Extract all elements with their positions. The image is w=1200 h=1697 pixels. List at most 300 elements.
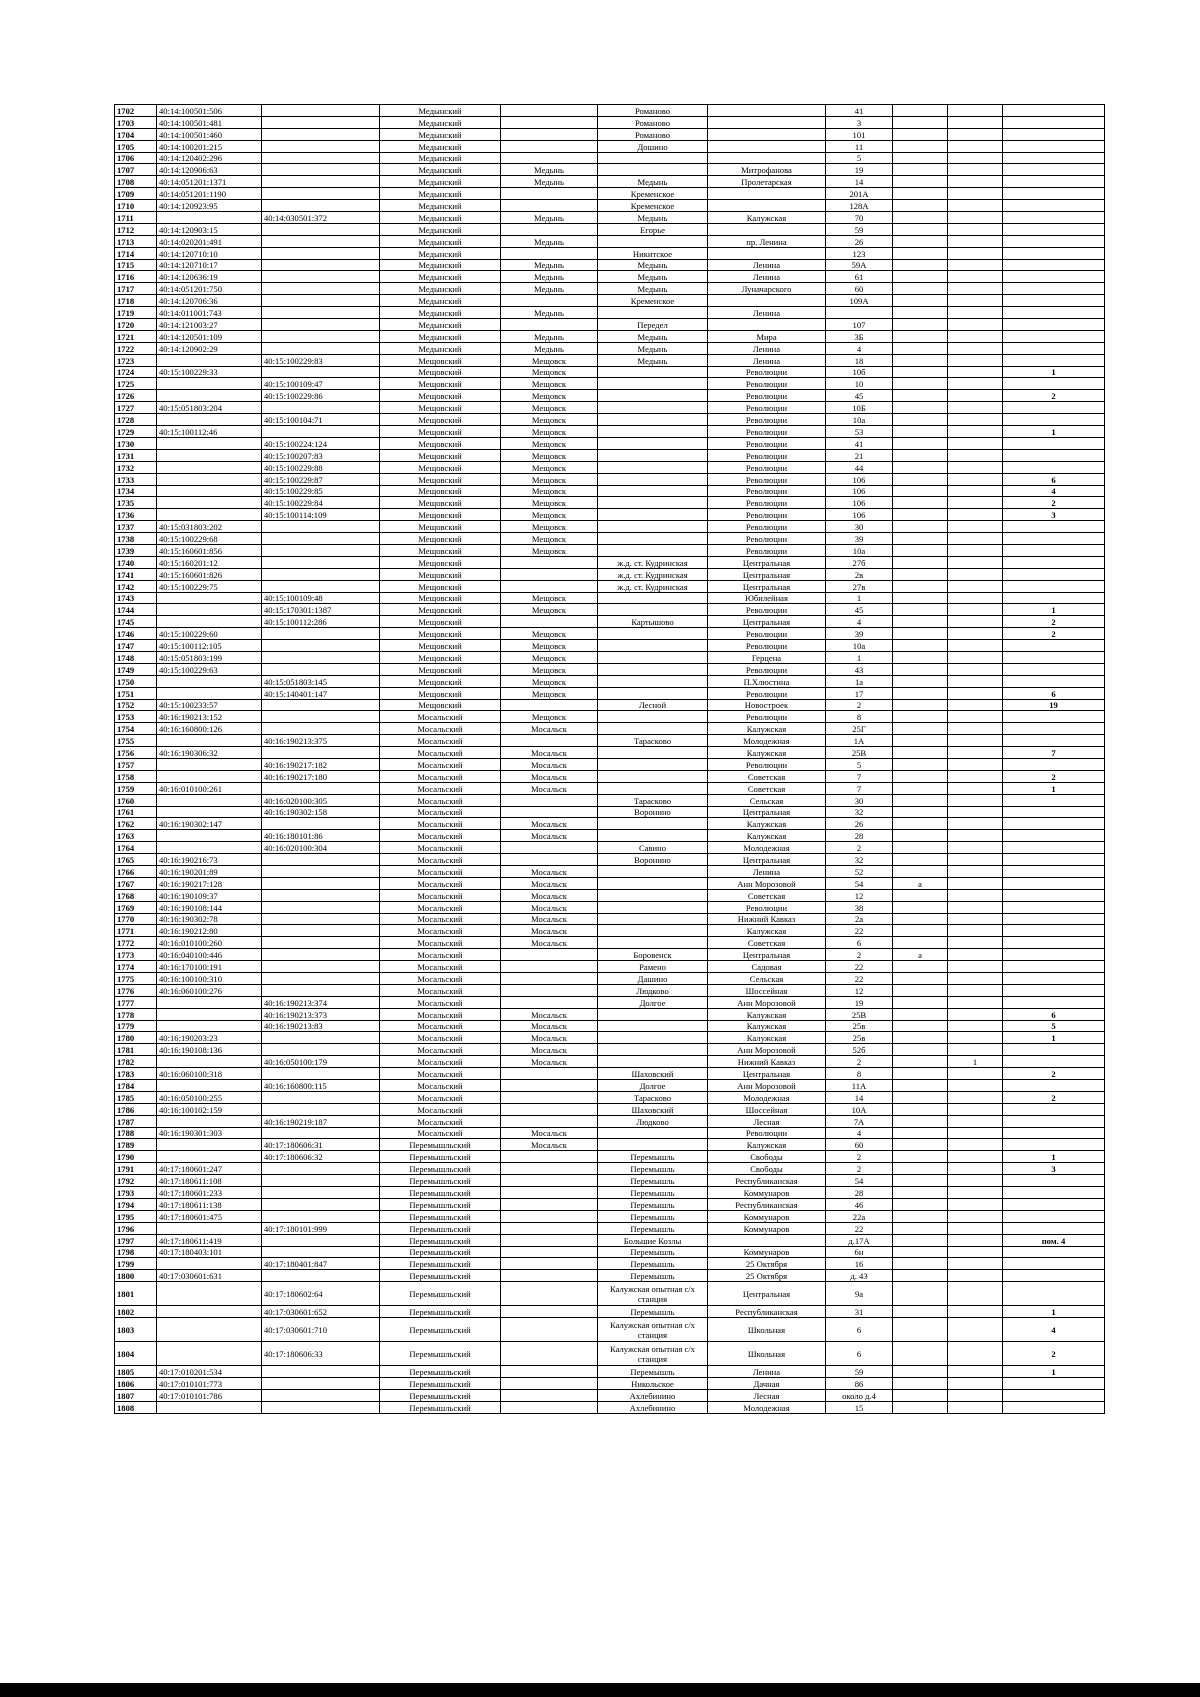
cadastral-number: 40:15:100233:57 bbox=[157, 699, 262, 711]
row-number: 1771 bbox=[115, 925, 157, 937]
cadastral-number bbox=[157, 354, 262, 366]
extra-col-1 bbox=[893, 105, 948, 117]
house-number: 46 bbox=[826, 1198, 893, 1210]
district-name: Медынский bbox=[380, 247, 501, 259]
street-name: Революции bbox=[708, 604, 826, 616]
row-number: 1802 bbox=[115, 1306, 157, 1318]
row-number: 1711 bbox=[115, 212, 157, 224]
extra-col-2 bbox=[948, 984, 1003, 996]
town-name: Мосальск bbox=[501, 901, 598, 913]
cadastral-number bbox=[157, 212, 262, 224]
district-name: Мосальский bbox=[380, 1008, 501, 1020]
district-name: Мещовский bbox=[380, 604, 501, 616]
settlement-name: Перемышль bbox=[598, 1175, 708, 1187]
town-name: Медынь bbox=[501, 164, 598, 176]
extra-col-1 bbox=[893, 1306, 948, 1318]
town-name: Мещовск bbox=[501, 675, 598, 687]
extra-col-2 bbox=[948, 747, 1003, 759]
street-name: Центральная bbox=[708, 580, 826, 592]
cadastral-number-alt: 40:16:190213:83 bbox=[262, 1020, 380, 1032]
settlement-name: Шаховский bbox=[598, 1103, 708, 1115]
cadastral-number-alt bbox=[262, 866, 380, 878]
table-row bbox=[115, 426, 1105, 438]
house-number bbox=[826, 307, 893, 319]
extra-col-2 bbox=[948, 973, 1003, 985]
district-name: Мещовский bbox=[380, 390, 501, 402]
table-row bbox=[115, 319, 1105, 331]
house-number: 128А bbox=[826, 200, 893, 212]
street-name: Революции bbox=[708, 449, 826, 461]
extra-col-1 bbox=[893, 1366, 948, 1378]
unit-count bbox=[1003, 449, 1105, 461]
settlement-name bbox=[598, 1032, 708, 1044]
cadastral-number-alt bbox=[262, 128, 380, 140]
district-name: Мещовский bbox=[380, 497, 501, 509]
town-name bbox=[501, 1080, 598, 1092]
district-name: Мосальский bbox=[380, 913, 501, 925]
town-name bbox=[501, 1222, 598, 1234]
district-name: Медынский bbox=[380, 319, 501, 331]
settlement-name bbox=[598, 937, 708, 949]
town-name bbox=[501, 1115, 598, 1127]
cadastral-number-alt bbox=[262, 521, 380, 533]
unit-count bbox=[1003, 461, 1105, 473]
cadastral-number: 40:15:100229:63 bbox=[157, 663, 262, 675]
table-row bbox=[115, 758, 1105, 770]
street-name bbox=[708, 223, 826, 235]
extra-col-2 bbox=[948, 271, 1003, 283]
street-name: Революции bbox=[708, 473, 826, 485]
extra-col-2 bbox=[948, 188, 1003, 200]
house-number: 28 bbox=[826, 1187, 893, 1199]
extra-col-1 bbox=[893, 1080, 948, 1092]
extra-col-2 bbox=[948, 259, 1003, 271]
cadastral-number: 40:15:100229:75 bbox=[157, 580, 262, 592]
extra-col-1 bbox=[893, 747, 948, 759]
unit-count: 2 bbox=[1003, 1068, 1105, 1080]
unit-count bbox=[1003, 1115, 1105, 1127]
row-number: 1755 bbox=[115, 735, 157, 747]
extra-col-2 bbox=[948, 1377, 1003, 1389]
table-row bbox=[115, 128, 1105, 140]
town-name bbox=[501, 1258, 598, 1270]
extra-col-1 bbox=[893, 711, 948, 723]
settlement-name: Перемышль bbox=[598, 1210, 708, 1222]
extra-col-2 bbox=[948, 1139, 1003, 1151]
table-row bbox=[115, 687, 1105, 699]
table-row bbox=[115, 485, 1105, 497]
table-row bbox=[115, 889, 1105, 901]
row-number: 1765 bbox=[115, 854, 157, 866]
settlement-name: Людково bbox=[598, 984, 708, 996]
town-name bbox=[501, 961, 598, 973]
settlement-name: Никольское bbox=[598, 1377, 708, 1389]
street-name: Революции bbox=[708, 402, 826, 414]
cadastral-number-alt bbox=[262, 342, 380, 354]
extra-col-2 bbox=[948, 1091, 1003, 1103]
table-row bbox=[115, 937, 1105, 949]
street-name: Центральная bbox=[708, 556, 826, 568]
town-name bbox=[501, 223, 598, 235]
table-row bbox=[115, 521, 1105, 533]
cadastral-number: 40:16:190212:80 bbox=[157, 925, 262, 937]
row-number: 1727 bbox=[115, 402, 157, 414]
extra-col-1 bbox=[893, 176, 948, 188]
cadastral-number bbox=[157, 1222, 262, 1234]
cadastral-number-alt: 40:16:190219:187 bbox=[262, 1115, 380, 1127]
extra-col-2 bbox=[948, 1234, 1003, 1246]
district-name: Перемышльский bbox=[380, 1198, 501, 1210]
cadastral-number-alt: 40:16:190217:180 bbox=[262, 770, 380, 782]
town-name bbox=[501, 295, 598, 307]
settlement-name: Лесной bbox=[598, 699, 708, 711]
district-name: Мещовский bbox=[380, 616, 501, 628]
table-row bbox=[115, 1342, 1105, 1366]
cadastral-number bbox=[157, 390, 262, 402]
extra-col-2: 1 bbox=[948, 1056, 1003, 1068]
cadastral-number bbox=[157, 842, 262, 854]
cadastral-number-alt bbox=[262, 1234, 380, 1246]
unit-count bbox=[1003, 116, 1105, 128]
extra-col-1 bbox=[893, 663, 948, 675]
row-number: 1769 bbox=[115, 901, 157, 913]
district-name: Мосальский bbox=[380, 984, 501, 996]
town-name bbox=[501, 1103, 598, 1115]
street-name: Революции bbox=[708, 687, 826, 699]
district-name: Медынский bbox=[380, 152, 501, 164]
town-name: Мещовск bbox=[501, 390, 598, 402]
cadastral-number bbox=[157, 806, 262, 818]
house-number: 18 bbox=[826, 354, 893, 366]
town-name bbox=[501, 188, 598, 200]
cadastral-number-alt: 40:15:100112:286 bbox=[262, 616, 380, 628]
cadastral-number-alt bbox=[262, 568, 380, 580]
extra-col-1 bbox=[893, 1127, 948, 1139]
town-name bbox=[501, 1163, 598, 1175]
cadastral-number bbox=[157, 675, 262, 687]
street-name: Сельская bbox=[708, 973, 826, 985]
house-number: 10а bbox=[826, 640, 893, 652]
district-name: Мосальский bbox=[380, 1091, 501, 1103]
unit-count bbox=[1003, 794, 1105, 806]
cadastral-number-alt bbox=[262, 1198, 380, 1210]
table-row bbox=[115, 1377, 1105, 1389]
row-number: 1756 bbox=[115, 747, 157, 759]
house-number: 45 bbox=[826, 604, 893, 616]
town-name: Мещовск bbox=[501, 640, 598, 652]
settlement-name: ж.д. ст. Кудринская bbox=[598, 556, 708, 568]
extra-col-1 bbox=[893, 925, 948, 937]
town-name: Мещовск bbox=[501, 366, 598, 378]
cadastral-number-alt bbox=[262, 1377, 380, 1389]
cadastral-number bbox=[157, 687, 262, 699]
row-number: 1782 bbox=[115, 1056, 157, 1068]
table-row bbox=[115, 437, 1105, 449]
house-number: 26 bbox=[826, 818, 893, 830]
cadastral-number bbox=[157, 794, 262, 806]
house-number: около д.4 bbox=[826, 1389, 893, 1401]
extra-col-2 bbox=[948, 544, 1003, 556]
cadastral-number-alt: 40:15:100229:83 bbox=[262, 354, 380, 366]
unit-count bbox=[1003, 259, 1105, 271]
settlement-name bbox=[598, 901, 708, 913]
row-number: 1716 bbox=[115, 271, 157, 283]
unit-count bbox=[1003, 1175, 1105, 1187]
table-row bbox=[115, 830, 1105, 842]
settlement-name: Передел bbox=[598, 319, 708, 331]
district-name: Мосальский bbox=[380, 1068, 501, 1080]
unit-count: 3 bbox=[1003, 509, 1105, 521]
unit-count: 1 bbox=[1003, 1306, 1105, 1318]
extra-col-1 bbox=[893, 1032, 948, 1044]
cadastral-number: 40:15:100112:46 bbox=[157, 426, 262, 438]
town-name bbox=[501, 1210, 598, 1222]
row-number: 1784 bbox=[115, 1080, 157, 1092]
table-row bbox=[115, 782, 1105, 794]
district-name: Медынский bbox=[380, 105, 501, 117]
unit-count bbox=[1003, 188, 1105, 200]
extra-col-1 bbox=[893, 1377, 948, 1389]
extra-col-2 bbox=[948, 1127, 1003, 1139]
table-row bbox=[115, 200, 1105, 212]
cadastral-number: 40:16:190201:89 bbox=[157, 866, 262, 878]
settlement-name: Долгое bbox=[598, 1080, 708, 1092]
table-row bbox=[115, 1389, 1105, 1401]
extra-col-1 bbox=[893, 271, 948, 283]
cadastral-number: 40:14:100501:506 bbox=[157, 105, 262, 117]
town-name: Мещовск bbox=[501, 473, 598, 485]
cadastral-number bbox=[157, 1342, 262, 1366]
house-number: 25В bbox=[826, 747, 893, 759]
row-number: 1794 bbox=[115, 1198, 157, 1210]
unit-count bbox=[1003, 1258, 1105, 1270]
extra-col-2 bbox=[948, 663, 1003, 675]
street-name: Лесная bbox=[708, 1115, 826, 1127]
cadastral-number-alt: 40:16:020100:304 bbox=[262, 842, 380, 854]
street-name: Революции bbox=[708, 378, 826, 390]
settlement-name bbox=[598, 390, 708, 402]
table-row bbox=[115, 1210, 1105, 1222]
table-row bbox=[115, 675, 1105, 687]
settlement-name: Медынь bbox=[598, 212, 708, 224]
house-number: 2 bbox=[826, 949, 893, 961]
extra-col-2 bbox=[948, 866, 1003, 878]
house-number: 201А bbox=[826, 188, 893, 200]
extra-col-1 bbox=[893, 402, 948, 414]
row-number: 1739 bbox=[115, 544, 157, 556]
row-number: 1704 bbox=[115, 128, 157, 140]
town-name: Мосальск bbox=[501, 782, 598, 794]
town-name bbox=[501, 128, 598, 140]
unit-count: 2 bbox=[1003, 628, 1105, 640]
cadastral-number-alt bbox=[262, 533, 380, 545]
cadastral-number-alt bbox=[262, 818, 380, 830]
row-number: 1732 bbox=[115, 461, 157, 473]
cadastral-number-alt: 40:16:180101:86 bbox=[262, 830, 380, 842]
house-number: 70 bbox=[826, 212, 893, 224]
street-name: Революции bbox=[708, 544, 826, 556]
town-name: Мосальск bbox=[501, 1020, 598, 1032]
street-name: Пролетарская bbox=[708, 176, 826, 188]
table-row bbox=[115, 271, 1105, 283]
town-name bbox=[501, 854, 598, 866]
house-number: 61 bbox=[826, 271, 893, 283]
street-name: Герцена bbox=[708, 651, 826, 663]
row-number: 1705 bbox=[115, 140, 157, 152]
house-number: 10б bbox=[826, 366, 893, 378]
extra-col-2 bbox=[948, 1020, 1003, 1032]
unit-count bbox=[1003, 295, 1105, 307]
house-number: 38 bbox=[826, 901, 893, 913]
settlement-name: Медынь bbox=[598, 176, 708, 188]
table-row bbox=[115, 188, 1105, 200]
district-name: Мосальский bbox=[380, 996, 501, 1008]
extra-col-2 bbox=[948, 580, 1003, 592]
extra-col-2 bbox=[948, 200, 1003, 212]
row-number: 1805 bbox=[115, 1366, 157, 1378]
cadastral-number-alt bbox=[262, 1270, 380, 1282]
street-name: Республиканская bbox=[708, 1175, 826, 1187]
unit-count bbox=[1003, 235, 1105, 247]
unit-count bbox=[1003, 996, 1105, 1008]
table-row bbox=[115, 747, 1105, 759]
cadastral-number: 40:16:190108:136 bbox=[157, 1044, 262, 1056]
extra-col-1 bbox=[893, 1139, 948, 1151]
street-name: Школьная bbox=[708, 1318, 826, 1342]
cadastral-number bbox=[157, 485, 262, 497]
house-number: 52б bbox=[826, 1044, 893, 1056]
row-number: 1762 bbox=[115, 818, 157, 830]
town-name: Мещовск bbox=[501, 354, 598, 366]
cadastral-number bbox=[157, 378, 262, 390]
house-number: 27в bbox=[826, 580, 893, 592]
district-name: Мосальский bbox=[380, 794, 501, 806]
settlement-name bbox=[598, 485, 708, 497]
house-number: 1 bbox=[826, 592, 893, 604]
house-number: 86 bbox=[826, 1377, 893, 1389]
row-number: 1752 bbox=[115, 699, 157, 711]
street-name: Калужская bbox=[708, 723, 826, 735]
cadastral-number-alt: 40:15:100109:47 bbox=[262, 378, 380, 390]
extra-col-2 bbox=[948, 295, 1003, 307]
street-name: Калужская bbox=[708, 1139, 826, 1151]
row-number: 1722 bbox=[115, 342, 157, 354]
street-name: 25 Октября bbox=[708, 1258, 826, 1270]
district-name: Перемышльский bbox=[380, 1175, 501, 1187]
town-name bbox=[501, 806, 598, 818]
town-name: Мосальск bbox=[501, 889, 598, 901]
street-name: Ленина bbox=[708, 1366, 826, 1378]
extra-col-1 bbox=[893, 687, 948, 699]
extra-col-1 bbox=[893, 889, 948, 901]
house-number: 39 bbox=[826, 628, 893, 640]
cadastral-number bbox=[157, 449, 262, 461]
cadastral-number-alt: 40:15:100229:85 bbox=[262, 485, 380, 497]
registry-rows bbox=[115, 105, 1105, 1414]
house-number: 31 bbox=[826, 1306, 893, 1318]
cadastral-number-alt bbox=[262, 747, 380, 759]
table-row bbox=[115, 735, 1105, 747]
district-name: Медынский bbox=[380, 188, 501, 200]
house-number: 6н bbox=[826, 1246, 893, 1258]
cadastral-number-alt bbox=[262, 223, 380, 235]
unit-count bbox=[1003, 937, 1105, 949]
town-name: Мещовск bbox=[501, 461, 598, 473]
settlement-name: Медынь bbox=[598, 342, 708, 354]
cadastral-number-alt: 40:15:100229:86 bbox=[262, 390, 380, 402]
unit-count bbox=[1003, 1103, 1105, 1115]
cadastral-number: 40:15:160601:856 bbox=[157, 544, 262, 556]
extra-col-2 bbox=[948, 116, 1003, 128]
extra-col-1 bbox=[893, 640, 948, 652]
extra-col-2 bbox=[948, 675, 1003, 687]
table-row bbox=[115, 544, 1105, 556]
unit-count bbox=[1003, 711, 1105, 723]
settlement-name bbox=[598, 533, 708, 545]
settlement-name bbox=[598, 544, 708, 556]
street-name: Свободы bbox=[708, 1163, 826, 1175]
cadastral-number: 40:14:121003:27 bbox=[157, 319, 262, 331]
extra-col-2 bbox=[948, 830, 1003, 842]
district-name: Мещовский bbox=[380, 592, 501, 604]
town-name: Медынь bbox=[501, 235, 598, 247]
unit-count: 2 bbox=[1003, 390, 1105, 402]
town-name bbox=[501, 1187, 598, 1199]
cadastral-number: 40:14:100501:481 bbox=[157, 116, 262, 128]
cadastral-number-alt: 40:15:100207:83 bbox=[262, 449, 380, 461]
street-name: Шоссейная bbox=[708, 1103, 826, 1115]
extra-col-1 bbox=[893, 866, 948, 878]
street-name: Мира bbox=[708, 330, 826, 342]
extra-col-2 bbox=[948, 319, 1003, 331]
street-name: Ленина bbox=[708, 271, 826, 283]
settlement-name: Тарасково bbox=[598, 735, 708, 747]
street-name: Республиканская bbox=[708, 1198, 826, 1210]
table-row bbox=[115, 925, 1105, 937]
cadastral-number-alt bbox=[262, 116, 380, 128]
town-name: Мещовск bbox=[501, 628, 598, 640]
row-number: 1723 bbox=[115, 354, 157, 366]
settlement-name bbox=[598, 640, 708, 652]
district-name: Мосальский bbox=[380, 925, 501, 937]
cadastral-number bbox=[157, 1008, 262, 1020]
row-number: 1714 bbox=[115, 247, 157, 259]
town-name bbox=[501, 1389, 598, 1401]
house-number: 25В bbox=[826, 1008, 893, 1020]
extra-col-1 bbox=[893, 937, 948, 949]
house-number: 6 bbox=[826, 1342, 893, 1366]
cadastral-number-alt: 40:17:180606:31 bbox=[262, 1139, 380, 1151]
district-name: Мещовский bbox=[380, 366, 501, 378]
unit-count bbox=[1003, 271, 1105, 283]
table-row bbox=[115, 1068, 1105, 1080]
cadastral-number: 40:16:190302:147 bbox=[157, 818, 262, 830]
settlement-name bbox=[598, 1008, 708, 1020]
town-name: Мосальск bbox=[501, 758, 598, 770]
settlement-name bbox=[598, 925, 708, 937]
street-name: Молодежная bbox=[708, 842, 826, 854]
extra-col-1 bbox=[893, 1222, 948, 1234]
extra-col-1 bbox=[893, 973, 948, 985]
house-number: 2 bbox=[826, 1151, 893, 1163]
district-name: Мещовский bbox=[380, 568, 501, 580]
row-number: 1807 bbox=[115, 1389, 157, 1401]
unit-count bbox=[1003, 223, 1105, 235]
row-number: 1774 bbox=[115, 961, 157, 973]
extra-col-2 bbox=[948, 723, 1003, 735]
house-number: 1а bbox=[826, 675, 893, 687]
row-number: 1750 bbox=[115, 675, 157, 687]
